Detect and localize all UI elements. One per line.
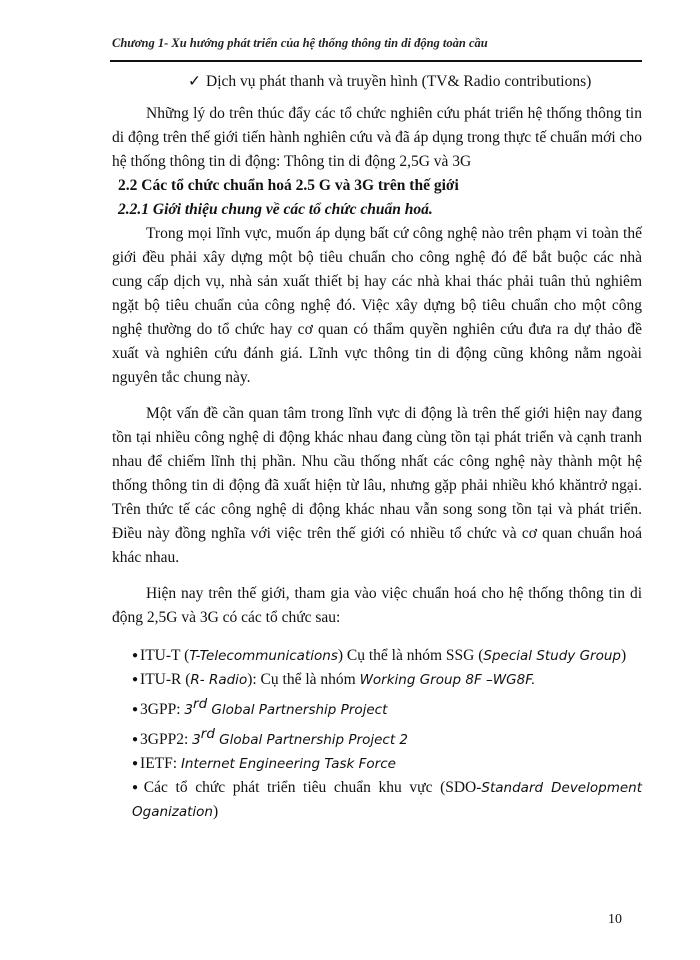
paragraph-2: Một vấn đề cần quan tâm trong lĩnh vực di động là trên thế giới hiện nay đang tồn tại nhiều công nghệ di động khác nhau đang cùng tồn tại phát triển và cạnh tranh nhau để chiếm lĩnh thị phần. Nhu cầu thống nhất các công nghệ này thành một hệ thống thông tin di động đã xuất hiện từ lâu, nhưng gặp phải nhiều khó khăntrở ngại. Trên thức tế các công nghệ di động khác nhau vẫn song song tồn tại và phát triển. Điều này đồng nghĩa với việc trên thế giới có nhiều tổ chức và cơ quan chuẩn hoá khác nhau. [112,405,642,566]
list-item: ● ITU-R (R- Radio): Cụ thể là nhóm Working Group 8F –WG8F. [132,671,536,688]
bullet-icon: ● [132,734,139,746]
section-heading-2-2: 2.2 Các tổ chức chuẩn hoá 2.5 G và 3G trên thế giới [118,177,459,194]
check-list-item [112,70,642,94]
list-item: ● 3GPP2: 3rd Global Partnership Project 2 [132,726,409,749]
checkmark-icon: ✓ [188,73,201,90]
page-number: 10 [608,912,622,927]
list-item: ● 3GPP: 3rd Global Partnership Project [132,696,388,719]
section-heading-2-2-1: 2.2.1 Giới thiệu chung về các tổ chức chuẩn hoá. [118,201,433,218]
bullet-icon: ● [132,704,139,716]
bullet-icon: ● [132,758,139,770]
bullet-icon: ● [132,674,139,685]
check-item-text: Dịch vụ phát thanh và truyền hình (TV& Radio contributions) [206,73,592,90]
organization-list [112,644,642,824]
paragraph-3: Hiện nay trên thế giới, tham gia vào việc chuẩn hoá cho hệ thống thông tin di động 2,5G và 3G có các tổ chức sau: [112,585,642,626]
bullet-icon: ● [132,782,142,794]
list-item: ● ITU-T (T-Telecommunications) Cụ thể là nhóm SSG (Special Study Group) [132,647,627,664]
running-header: Chương 1- Xu hướng phát triển của hệ thống thông tin di động toàn cầu [112,36,488,50]
bullet-icon: ● [132,650,139,661]
page-body [112,70,642,824]
list-item: ● Các tổ chức phát triển tiêu chuẩn khu vực (SDO-Standard Development Oganization) [132,779,642,821]
paragraph-intro: Những lý do trên thúc đẩy các tổ chức nghiên cứu phát triển hệ thống thông tin di động trên thế giới tiến hành nghiên cứu và đã áp dụng trong thực tế chuẩn mới cho hệ thống thông tin di động: Thông tin di động 2,5G và 3G [112,105,642,170]
header-rule [110,60,642,62]
paragraph-1: Trong mọi lĩnh vực, muốn áp dụng bất cứ công nghệ nào trên phạm vi toàn thế giới đều phải xây dựng một bộ tiêu chuẩn cho công nghệ đó để bắt buộc các nhà cung cấp dịch vụ, nhà sản xuất thiết bị hay các nhà khai thác phải tuân thủ nghiêm ngặt bộ tiêu chuẩn của công nghệ đó. Việc xây dựng bộ tiêu chuẩn cho một công nghệ thường do tổ chức hay cơ quan có thẩm quyền nghiên cứu đưa ra dự thảo đề xuất và nghiên cứu đánh giá. Lĩnh vực thông tin di động cũng không nằm ngoài nguyên tắc chung này. [112,225,642,386]
list-item: ● IETF: Internet Engineering Task Force [132,755,396,773]
